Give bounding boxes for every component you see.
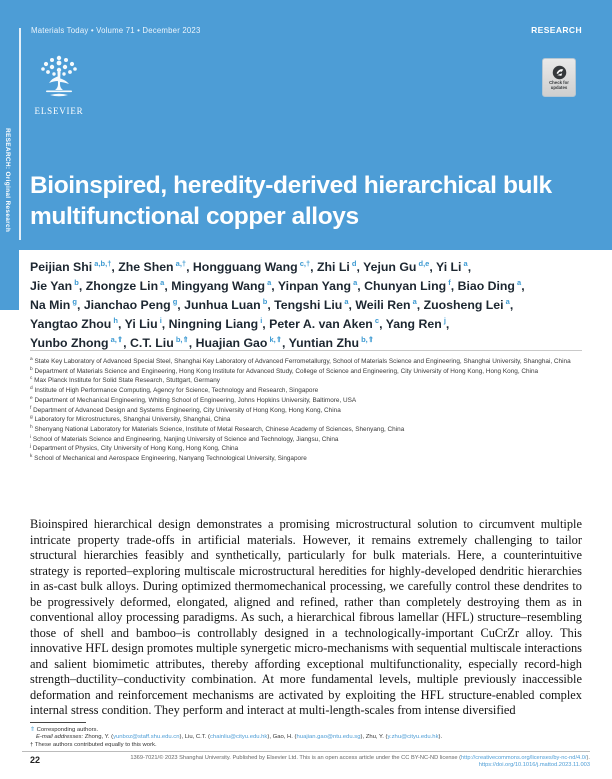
author-affiliation-superscript: c,† bbox=[297, 259, 311, 268]
crossmark-icon bbox=[552, 65, 567, 80]
author-affiliation-superscript: f bbox=[446, 278, 451, 288]
author-affiliation-superscript: a bbox=[461, 259, 468, 268]
author-affiliation-superscript: a,b,† bbox=[92, 259, 112, 268]
author-affiliation-superscript: h bbox=[111, 316, 118, 326]
author: Zhe Shen $^{a,\dagger}$, bbox=[118, 259, 193, 275]
author-list bbox=[30, 256, 610, 351]
author-affiliation-superscript: b,⇑ bbox=[173, 335, 189, 345]
author-affiliation-superscript: a bbox=[410, 297, 417, 307]
author: Hongguang Wang $^{c,\dagger}$, bbox=[192, 259, 318, 275]
author: Zhongze Lin $^a$, bbox=[85, 278, 172, 294]
equal-marker: † bbox=[30, 741, 34, 748]
check-for-updates-badge[interactable] bbox=[542, 58, 576, 97]
author-affiliation-superscript: g bbox=[170, 297, 178, 307]
affiliation-row: $^j$ Department of Physics, City University of Hong Kong, Hong Kong, China bbox=[30, 444, 239, 453]
affiliation-row: $^f$ Department of Advanced Design and Systems Engineering, City University of Hong Kong, Hong Kong, China bbox=[30, 405, 341, 414]
author-affiliation-superscript: a bbox=[514, 278, 522, 288]
author: Yangtao Zhou $^h$, bbox=[30, 316, 125, 332]
sidebar-section-label: RESEARCH: Original Research bbox=[4, 128, 11, 233]
author-affiliation-superscript: j bbox=[441, 316, 446, 326]
author: Na Min $^g$, bbox=[30, 297, 84, 313]
author: Yinpan Yang $^a$, bbox=[277, 278, 365, 294]
journal-issue-line: Materials Today • Volume 71 • December 2023 bbox=[31, 26, 201, 35]
author-affiliation-superscript: i bbox=[157, 316, 162, 326]
author: Zuosheng Lei $^a$, bbox=[423, 297, 514, 313]
affiliation-row: $^a$ State Key Laboratory of Advanced Special Steel, Shanghai Key Laboratory of Advanced Ferrometallurgy, School of Materials Science and Engineering, Shanghai University, Shanghai, China bbox=[30, 357, 571, 366]
author-affiliation-superscript: g bbox=[70, 297, 77, 307]
copyright-line: 1369-7021/© 2023 Shanghai University. Published by Elsevier Ltd. This is an open access article under the CC BY-NC-ND license (http://creativecommons.org/licenses/by-nc-nd/4.0/). https://doi.org/10.1016/j.mattod.2023.11.003 bbox=[130, 755, 590, 768]
affiliation-row: $^k$ School of Mechanical and Aerospace Engineering, Nanyang Technological University, Singapore bbox=[30, 454, 307, 463]
elsevier-tree-icon bbox=[34, 50, 84, 100]
author: Junhua Luan $^b$, bbox=[184, 297, 275, 313]
author-affiliation-superscript: c bbox=[372, 316, 380, 326]
author-affiliation-superscript: a,⇑ bbox=[108, 335, 124, 345]
author-affiliation-superscript: d bbox=[349, 259, 357, 268]
corresponding-marker: ⇑ bbox=[30, 727, 35, 733]
author: Zhi Li $^d$, bbox=[317, 259, 364, 275]
affiliation-row: $^b$ Department of Materials Science and Engineering, Hong Kong Institute for Advanced Study, College of Science and Engineering, City University of Hong Kong, Hong Kong, China bbox=[30, 366, 539, 375]
author: Chunyan Ling $^f$, bbox=[364, 278, 458, 294]
author: Peter A. van Aken $^c$, bbox=[269, 316, 386, 332]
author: Jianchao Peng $^g$, bbox=[83, 297, 185, 313]
author-affiliation-superscript: a bbox=[351, 278, 358, 288]
author: Jie Yan $^b$, bbox=[30, 278, 86, 294]
email-link[interactable]: y.zhu@cityu.edu.hk bbox=[387, 734, 439, 741]
footnote-divider bbox=[30, 722, 86, 723]
email-addresses-note: E-mail addresses: Zhong, Y. (yunboz@staff.shu.edu.cn), Liu, C.T. (chainliu@cityu.edu.hk), Gao, H. (huajian.gao@ntu.edu.sg), Zhu, Y. (y.zhu@cityu.edu.hk). bbox=[36, 734, 443, 741]
author: Ningning Liang $^i$, bbox=[168, 316, 270, 332]
corresponding-authors-note: ⇑ Corresponding authors. bbox=[30, 727, 99, 733]
equal-contribution-note: † These authors contributed equally to this work. bbox=[30, 741, 157, 748]
article-title: Bioinspired, heredity-derived hierarchical bulk multifunctional copper alloys bbox=[30, 172, 552, 230]
elsevier-logo bbox=[30, 50, 88, 116]
author-affiliation-superscript: a bbox=[342, 297, 349, 307]
author-affiliation-superscript: k,⇑ bbox=[267, 335, 282, 345]
email-link[interactable]: chainliu@cityu.edu.hk bbox=[209, 734, 268, 741]
author: Biao Ding $^a$, bbox=[457, 278, 525, 294]
author: Weili Ren $^a$, bbox=[355, 297, 424, 313]
page-footer bbox=[22, 751, 590, 769]
author: Yi Li $^a$, bbox=[435, 259, 472, 275]
author-affiliation-superscript: a bbox=[158, 278, 165, 288]
author: Yunbo Zhong $^{a,⇑}$, bbox=[30, 335, 131, 351]
affiliation-row: $^g$ Laboratory for Microstructures, Shanghai University, Shanghai, China bbox=[30, 415, 231, 424]
author-affiliation-superscript: a,† bbox=[173, 259, 187, 268]
author: Yuntian Zhu $^{b,⇑}$ bbox=[288, 335, 375, 351]
license-link[interactable]: http://creativecommons.org/licenses/by-nc-nd/4.0/ bbox=[461, 755, 587, 761]
author: C.T. Liu $^{b,⇑}$, bbox=[130, 335, 196, 351]
affiliation-row: $^e$ Department of Mechanical Engineering, Whiting School of Engineering, Johns Hopkins University, Baltimore, USA bbox=[30, 395, 357, 404]
page-number: 22 bbox=[30, 755, 41, 765]
author: Yejun Gu $^{d,e}$, bbox=[363, 259, 436, 275]
email-link[interactable]: yunboz@staff.shu.edu.cn bbox=[113, 734, 180, 741]
affiliation-row: $^c$ Max Planck Institute for Solid State Research, Stuttgart, Germany bbox=[30, 376, 220, 385]
research-section-label: RESEARCH bbox=[531, 25, 582, 35]
author-affiliation-superscript: i bbox=[258, 316, 263, 326]
crossmark-label: Check for updates bbox=[549, 79, 569, 90]
author-affiliation-superscript: a bbox=[503, 297, 510, 307]
author-affiliation-superscript: a bbox=[265, 278, 272, 288]
affiliation-row: $^h$ Shenyang National Laboratory for Materials Science, Institute of Metal Research, Chinese Academy of Sciences, Shenyang, China bbox=[30, 425, 405, 434]
affiliation-row: $^i$ School of Materials Science and Engineering, Nanjing University of Science and Technology, Jiangsu, China bbox=[30, 434, 339, 443]
affiliation-row: $^d$ Institute of High Performance Computing, Agency for Science, Technology and Research, Singapore bbox=[30, 386, 319, 395]
author: Peijian Shi $^{a,b,\dagger}$, bbox=[30, 259, 119, 275]
author-affiliation-superscript: d,e bbox=[416, 259, 430, 268]
authors-affiliations-divider bbox=[30, 350, 582, 351]
abstract-paragraph: Bioinspired hierarchical design demonstrates a promising microstructural solution to circumvent multiple intricate property trade-offs in artificial materials. However, it remains extremely challenging to tailor structural hierarchies feasibly and synthetically, particularly for bulk materials. Here, a counterintuitive strategy is reported–exploring multiscale microstructural heredities for highly-developed dendritic hierarchies in as-cast bulk alloys. During optimized thermomechanical processing, we carefully control these dendrites to be progressively deformed, elongated, aligned and refined, rather than completely destroying them as in conventional alloy processing paradigms. As such, a hierarchical fibrous lamellar (HFL) structure–resembling those of shell and bamboo–is controllably designed in a technologically-important CuCrZr alloy. This innovative HFL design promotes multiple synergetic micro-mechanisms with sequential multiscale interactions and salient biomimetic attributes, thereby affording exceptional multifunctionality, especially record-high strength–ductility–conductivity combination. At more fundamental levels, multiple previously inaccessible deformation and reinforcement mechanisms are activated by exploiting the HFL structure-enabled complex internal stress condition. They perform and interact at multi-length-scales from intense diversified bbox=[30, 517, 582, 717]
affiliation-list bbox=[30, 356, 582, 463]
doi-link[interactable]: https://doi.org/10.1016/j.mattod.2023.11.003 bbox=[478, 762, 590, 768]
author-affiliation-superscript: b,⇑ bbox=[358, 335, 375, 345]
footnotes bbox=[30, 727, 582, 749]
sidebar-divider-line bbox=[19, 28, 21, 240]
author: Mingyang Wang $^a$, bbox=[171, 278, 278, 294]
email-link[interactable]: huajian.gao@ntu.edu.sg bbox=[296, 734, 361, 741]
author: Tengshi Liu $^a$, bbox=[274, 297, 356, 313]
author: Yi Liu $^i$, bbox=[124, 316, 169, 332]
author: Yang Ren $^j$, bbox=[385, 316, 450, 332]
elsevier-wordmark: ELSEVIER bbox=[34, 106, 84, 116]
author-affiliation-superscript: b bbox=[72, 278, 79, 288]
author: Huajian Gao $^{k,⇑}$, bbox=[195, 335, 289, 351]
author-affiliation-superscript: b bbox=[260, 297, 268, 307]
